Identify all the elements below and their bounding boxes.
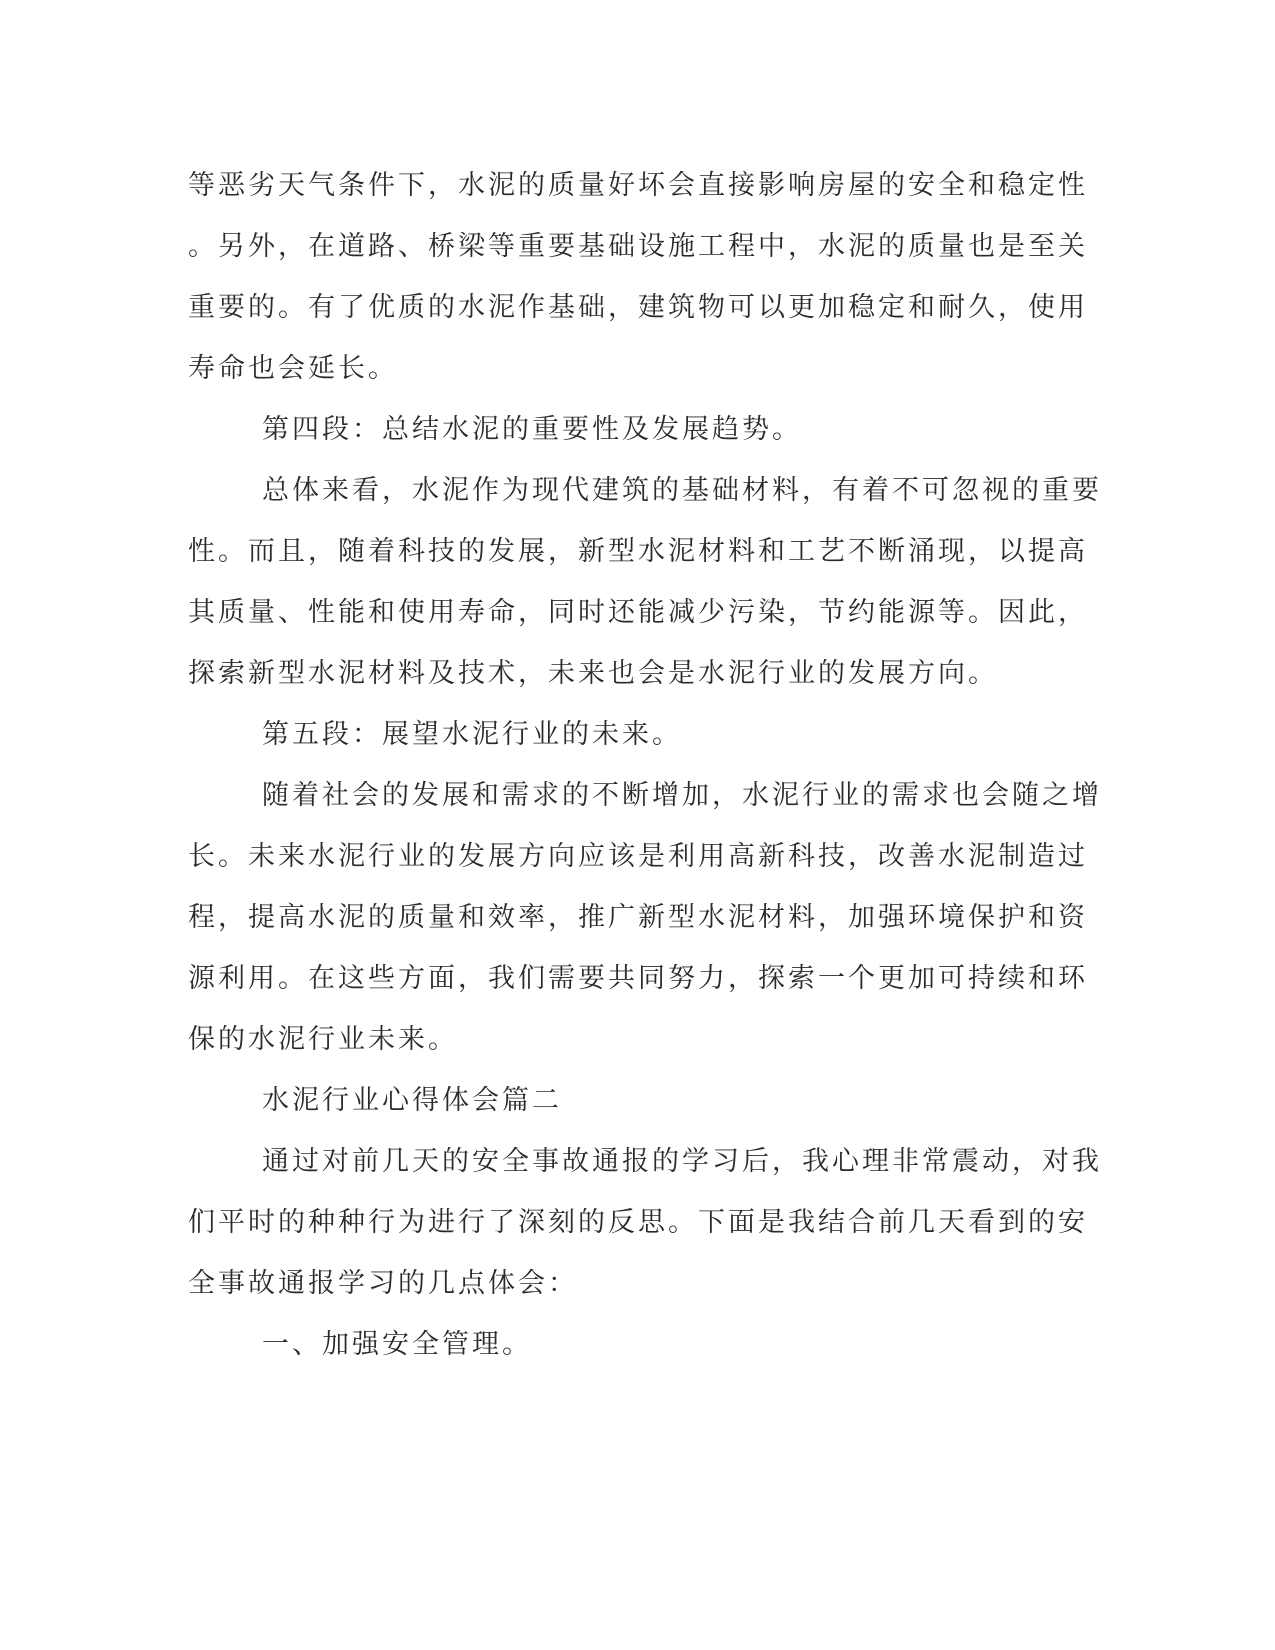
text-line: 性。而且，随着科技的发展，新型水泥材料和工艺不断涌现，以提高 — [188, 536, 1088, 567]
list-heading-1: 一、加强安全管理。 — [262, 1329, 532, 1360]
text-line: 程，提高水泥的质量和效率，推广新型水泥材料，加强环境保护和资 — [188, 902, 1088, 933]
text-line: 总体来看，水泥作为现代建筑的基础材料，有着不可忽视的重要 — [262, 475, 1102, 506]
text-line: 源利用。在这些方面，我们需要共同努力，探索一个更加可持续和环 — [188, 963, 1088, 994]
text-line: 其质量、性能和使用寿命，同时还能减少污染，节约能源等。因此， — [188, 597, 1088, 628]
section-heading-4: 第四段：总结水泥的重要性及发展趋势。 — [262, 414, 802, 445]
text-line: 重要的。有了优质的水泥作基础，建筑物可以更加稳定和耐久，使用 — [188, 292, 1088, 323]
text-line: 随着社会的发展和需求的不断增加，水泥行业的需求也会随之增 — [262, 780, 1102, 811]
text-line: 保的水泥行业未来。 — [188, 1024, 458, 1055]
document-body — [188, 155, 1102, 1375]
text-line: 等恶劣天气条件下，水泥的质量好坏会直接影响房屋的安全和稳定性 — [188, 170, 1088, 201]
text-line: 长。未来水泥行业的发展方向应该是利用高新科技，改善水泥制造过 — [188, 841, 1088, 872]
article-title: 水泥行业心得体会篇二 — [262, 1085, 562, 1116]
text-line: 全事故通报学习的几点体会： — [188, 1268, 578, 1299]
text-line: 探索新型水泥材料及技术，未来也会是水泥行业的发展方向。 — [188, 658, 998, 689]
text-line: 们平时的种种行为进行了深刻的反思。下面是我结合前几天看到的安 — [188, 1207, 1088, 1238]
text-line: 。另外，在道路、桥梁等重要基础设施工程中，水泥的质量也是至关 — [188, 231, 1088, 262]
text-line: 通过对前几天的安全事故通报的学习后，我心理非常震动，对我 — [262, 1146, 1102, 1177]
section-heading-5: 第五段：展望水泥行业的未来。 — [262, 719, 682, 750]
text-line: 寿命也会延长。 — [188, 353, 398, 384]
